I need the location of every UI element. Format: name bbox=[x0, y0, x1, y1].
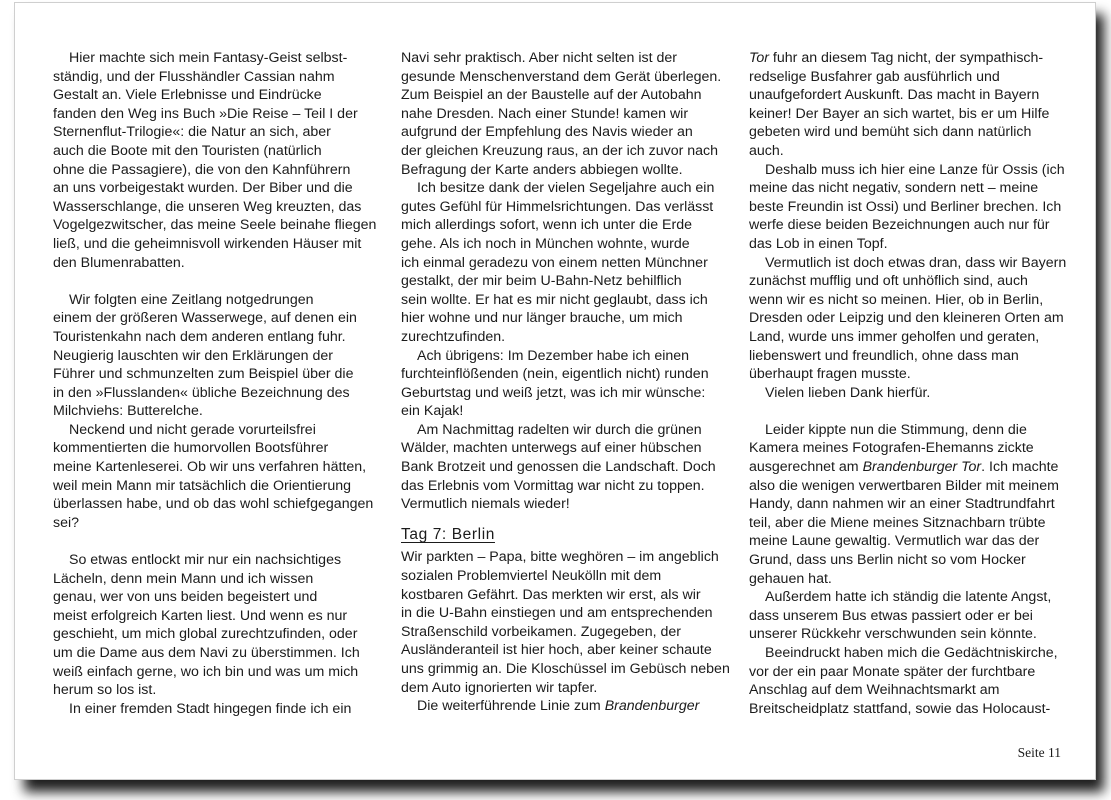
text-line: Navi sehr praktisch. Aber nicht selten ist der bbox=[401, 50, 677, 66]
text-line: zunächst mufflig und oft unhöflich sind, auch bbox=[749, 273, 1028, 290]
text-line: gutes Gefühl für Himmelsrichtungen. Das verlässt bbox=[401, 198, 714, 215]
text-line: überlassen habe, und ob das wohl schiefgegangen bbox=[53, 496, 374, 513]
text-column-2 bbox=[401, 49, 730, 716]
text-line: Wälder, machten unterwegs auf einer hübschen bbox=[401, 440, 702, 457]
text-line: gestalkt, der mir beim U-Bahn-Netz behilflich bbox=[401, 273, 682, 290]
text-line: mich allerdings sofort, wenn ich unter die Erde bbox=[401, 217, 692, 234]
text-line: kommentierten die humorvollen Bootsführer bbox=[53, 440, 329, 457]
text-line: Anschlag auf dem Weihnachtsmarkt am bbox=[749, 682, 1000, 699]
text-line: Wasserschlange, die unseren Weg kreuzten, das bbox=[53, 198, 362, 215]
emphasis-fragment: Brandenburger bbox=[604, 698, 700, 715]
text-line: überhaupt fragen musste. bbox=[749, 366, 911, 383]
text-line: sein wollte. Er hat es mir nicht geglaubt, dass ich bbox=[401, 291, 708, 308]
text-line: Leider kippte nun die Stimmung, denn die bbox=[765, 421, 1027, 438]
text-line bbox=[749, 49, 1061, 68]
text-line: hier wohne und nur länger brauche, um mich bbox=[401, 310, 683, 327]
text-line: Deshalb muss ich hier eine Lanze für Ossis (ich bbox=[765, 161, 1065, 178]
text-line: geschieht, um mich global zurechtzufinden, oder bbox=[53, 626, 358, 643]
text-line: unserer Rückkehr verschwunden sein könnte. bbox=[749, 626, 1037, 643]
text-line: gebeten wird und bemüht sich dann natürlich bbox=[749, 124, 1032, 141]
text-line: kostbaren Gefährt. Das merkten wir erst, als wir bbox=[401, 586, 701, 603]
text-line: nahe Dresden. Nach einer Stunde! kamen wir bbox=[401, 105, 689, 122]
text-line: Vielen lieben Dank hierfür. bbox=[765, 384, 931, 401]
text-line: auch die Boote mit den Touristen (natürlich bbox=[53, 142, 322, 159]
text-line: Außerdem hatte ich ständig die latente Angst, bbox=[765, 589, 1052, 606]
text-line: sozialen Problemviertel Neukölln mit dem bbox=[401, 568, 662, 585]
text-line: Breitscheidplatz stattfand, sowie das Holocaust- bbox=[749, 700, 1051, 717]
text-line: sei? bbox=[53, 514, 80, 531]
text-line: Vermutlich niemals wieder! bbox=[401, 496, 570, 513]
text-line: Bank Brotzeit und genossen die Landschaft. Doch bbox=[401, 459, 716, 476]
book-page bbox=[14, 2, 1096, 780]
section-heading: Tag 7: Berlin bbox=[401, 525, 495, 543]
text-line: Vogelgezwitscher, das meine Seele beinahe fliegen bbox=[53, 217, 377, 234]
text-line: furchteinflößenden (nein, eigentlich nicht) runden bbox=[401, 366, 709, 383]
text-line: Sternenflut-Trilogie«: die Natur an sich, aber bbox=[53, 124, 331, 141]
text-line: unaufgefordert Auskunft. Das macht in Bayern bbox=[749, 87, 1040, 104]
text-line: vor der ein paar Monate später der furchtbare bbox=[749, 663, 1036, 680]
text-line: Grund, dass uns Berlin nicht so vom Hocker bbox=[749, 552, 1026, 569]
text-line: Zum Beispiel an der Baustelle auf der Autobahn bbox=[401, 87, 702, 104]
text-line: zurechtzufinden. bbox=[401, 328, 506, 345]
text-line: ständig, und der Flusshändler Cassian nahm bbox=[53, 68, 335, 85]
text-column-3 bbox=[749, 49, 1067, 718]
text-line: aufgrund der Empfehlung des Navis wieder an bbox=[401, 124, 693, 141]
text-line: Kamera meines Fotografen-Ehemanns zickte bbox=[749, 440, 1034, 457]
text-line: dass unserem Bus etwas passiert oder er bei bbox=[749, 607, 1033, 624]
text-line: Wir parkten – Papa, bitte weghören – im angeblich bbox=[401, 549, 719, 566]
text-line: einem der größeren Wasserwege, auf denen ein bbox=[53, 310, 357, 327]
text-line: Gestalt an. Viele Erlebnisse und Eindrücke bbox=[53, 87, 322, 104]
text-line: herum so los ist. bbox=[53, 682, 157, 699]
text-line: Befragung der Karte anders abbiegen wollte. bbox=[401, 161, 683, 178]
text-line: Führer und schmunzelten zum Beispiel über die bbox=[53, 366, 354, 383]
text-line: also die wenigen verwertbaren Bilder mit meinem bbox=[749, 477, 1059, 494]
text-line: das Erlebnis vom Vormittag war nicht zu toppen. bbox=[401, 477, 705, 494]
text-line bbox=[401, 697, 713, 716]
text-line: ließ, und die geheimnisvoll wirkenden Häuser mit bbox=[53, 235, 362, 252]
text-line: Handy, dann nahmen wir an einer Stadtrundfahrt bbox=[749, 496, 1055, 513]
text-line: Vermutlich ist doch etwas dran, dass wir Bayern bbox=[765, 254, 1067, 271]
text-line: Milchviehs: Butterelche. bbox=[53, 403, 203, 420]
text-line: So etwas entlockt mir nur ein nachsichtiges bbox=[69, 552, 342, 569]
text-fragment: Die weiterführende Linie zum bbox=[417, 698, 605, 715]
emphasis-fragment: Tor bbox=[749, 50, 769, 66]
text-line: um die Dame aus dem Navi zu überstimmen. Ich bbox=[53, 645, 360, 661]
text-line: uns grimmig an. Die Kloschüssel im Gebüsch neben bbox=[401, 661, 730, 677]
text-line: beste Freundin ist Ossi) und Berliner brechen. Ich bbox=[749, 198, 1062, 215]
text-line: an uns vorbeigestakt wurden. Der Biber und die bbox=[53, 180, 353, 197]
text-line: in die U-Bahn einstiegen und am entsprechenden bbox=[401, 605, 713, 622]
text-line: ich einmal geradezu von einem netten Münchner bbox=[401, 254, 708, 271]
text-column-1 bbox=[53, 49, 377, 718]
text-line: Ausländeranteil ist hier hoch, aber keiner schaute bbox=[401, 642, 712, 659]
text-line: Neugierig lauschten wir den Erklärungen der bbox=[53, 347, 333, 364]
text-line: Ach übrigens: Im Dezember habe ich einen bbox=[417, 347, 690, 364]
text-line: keiner! Der Bayer an sich wartet, bis er um Hilfe bbox=[749, 105, 1050, 122]
text-line: Lächeln, denn mein Mann und ich wissen bbox=[53, 570, 314, 587]
text-line: Straßenschild vorbeikamen. Zugegeben, der bbox=[401, 623, 681, 640]
text-line: Dresden oder Leipzig und den kleineren Orten am bbox=[749, 310, 1064, 327]
text-line: genau, wer von uns beiden begeistert und bbox=[53, 589, 318, 606]
page-number: Seite 11 bbox=[1017, 745, 1061, 760]
text-line: meine Kartenleserei. Ob wir uns verfahren hätten, bbox=[53, 459, 367, 476]
text-line: das Lob in einen Topf. bbox=[749, 235, 888, 252]
text-line: liebenswert und freundlich, ohne dass man bbox=[749, 347, 1019, 364]
emphasis-fragment: Brandenburger Tor bbox=[862, 459, 982, 476]
text-line: weil mein Mann mir tatsächlich die Orientierung bbox=[53, 477, 352, 494]
text-line: ein Kajak! bbox=[401, 403, 464, 420]
text-line: meine das nicht negativ, sondern nett – meine bbox=[749, 180, 1039, 197]
text-line: Neckend und nicht gerade vorurteilsfrei bbox=[69, 421, 316, 438]
text-line: gesunde Menschenverstand dem Gerät überlegen. bbox=[401, 68, 722, 85]
text-line: werfe diese beiden Bezeichnungen auch nur für bbox=[749, 217, 1050, 234]
text-line: Land, wurde uns immer geholfen und geraten, bbox=[749, 328, 1040, 345]
text-line: meist erfolgreich Karten liest. Und wenn es nur bbox=[53, 607, 348, 624]
text-line: In einer fremden Stadt hingegen finde ich ein bbox=[69, 700, 352, 717]
text-line: Beeindruckt haben mich die Gedächtniskirche, bbox=[765, 645, 1058, 661]
text-line: weiß einfach gerne, wo ich bin und was um mich bbox=[53, 663, 359, 680]
text-fragment: fuhr an diesem Tag nicht, der sympathisch- bbox=[768, 50, 1044, 66]
text-line: gehauen hat. bbox=[749, 570, 832, 587]
text-line: gehe. Als ich noch in München wohnte, wurde bbox=[401, 235, 690, 252]
text-line: Geburtstag und weiß jetzt, was ich mir wünsche: bbox=[401, 384, 706, 401]
text-line: ohne die Passagiere), die von den Kahnführern bbox=[53, 161, 351, 178]
text-line: der gleichen Kreuzung raus, an der ich zuvor nach bbox=[401, 142, 719, 159]
text-fragment: . Ich machte bbox=[981, 459, 1059, 476]
text-line: Wir folgten eine Zeitlang notgedrungen bbox=[69, 291, 314, 308]
text-line: fanden den Weg ins Buch »Die Reise – Teil I der bbox=[53, 105, 358, 122]
text-line: wenn wir es nicht so meinen. Hier, ob in Berlin, bbox=[749, 291, 1044, 308]
text-line: Ich besitze dank der vielen Segeljahre auch ein bbox=[417, 180, 715, 197]
text-line: Touristenkahn nach dem anderen entlang fuhr. bbox=[53, 328, 346, 345]
text-line bbox=[749, 458, 1061, 477]
text-line: in den »Flusslanden« übliche Bezeichnung des bbox=[53, 384, 350, 401]
text-line: redselige Busfahrer gab ausführlich und bbox=[749, 68, 1000, 85]
text-line: den Blumenrabatten. bbox=[53, 254, 185, 271]
text-line: auch. bbox=[749, 142, 784, 159]
text-line: dem Auto ignorierten wir tapfer. bbox=[401, 679, 598, 696]
text-line: Hier machte sich mein Fantasy-Geist selbst- bbox=[69, 50, 348, 66]
text-line: Am Nachmittag radelten wir durch die grünen bbox=[417, 421, 702, 438]
text-fragment: ausgerechnet am bbox=[749, 459, 863, 476]
text-line: teil, aber die Miene meines Sitznachbarn trübte bbox=[749, 514, 1046, 531]
text-line: meine Laune gewaltig. Vermutlich war das der bbox=[749, 533, 1040, 550]
